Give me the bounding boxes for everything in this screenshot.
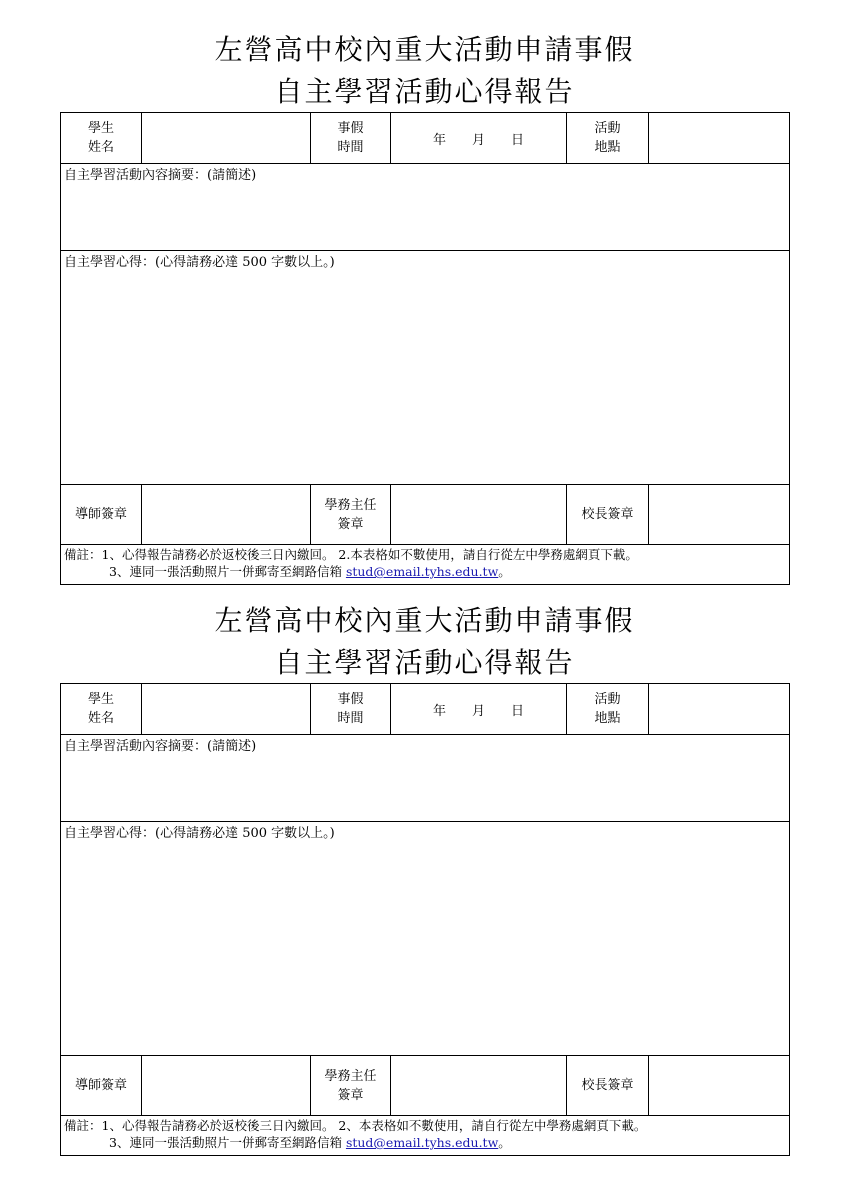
principal-signature-label: 校長簽章	[567, 1056, 649, 1116]
reflection-section[interactable]	[61, 251, 790, 485]
student-name-field[interactable]	[142, 113, 311, 164]
form-title-line1: 左營高中校內重大活動申請事假	[214, 604, 635, 637]
day-label: 日	[511, 132, 525, 148]
email-link[interactable]: stud@email.tyhs.edu.tw	[345, 1135, 499, 1150]
form-title-line2: 自主學習活動心得報告	[274, 75, 575, 108]
director-signature-field[interactable]	[391, 1056, 567, 1116]
activity-location-field[interactable]	[649, 113, 790, 164]
director-signature-label: 學務主任 簽章	[311, 1056, 391, 1116]
year-label: 年	[432, 132, 446, 148]
mentor-signature-label: 導師簽章	[61, 485, 142, 545]
email-link[interactable]: stud@email.tyhs.edu.tw	[345, 564, 499, 579]
principal-signature-label: 校長簽章	[567, 485, 649, 545]
activity-location-label: 活動 地點	[567, 113, 649, 164]
principal-signature-field[interactable]	[649, 1056, 790, 1116]
mentor-signature-label: 導師簽章	[61, 1056, 142, 1116]
remarks-section	[61, 545, 790, 585]
leave-time-label: 事假 時間	[311, 113, 391, 164]
student-name-field[interactable]	[142, 684, 311, 735]
activity-summary-section[interactable]	[61, 735, 790, 822]
remarks-line-1: 備註：1、心得報告請務必於返校後三日內繳回。 2.本表格如不數使用，請自行從左中學務處網頁下載。	[64, 547, 638, 562]
director-signature-field[interactable]	[391, 485, 567, 545]
remarks-line-1: 備註：1、心得報告請務必於返校後三日內繳回。 2、本表格如不數使用，請自行從左中學務處網頁下載。	[64, 1118, 647, 1133]
student-name-label: 學生 姓名	[61, 113, 142, 164]
principal-signature-field[interactable]	[649, 485, 790, 545]
activity-location-label: 活動 地點	[567, 684, 649, 735]
mentor-signature-field[interactable]	[142, 1056, 311, 1116]
student-name-label: 學生 姓名	[61, 684, 142, 735]
director-signature-label: 學務主任 簽章	[311, 485, 391, 545]
report-table	[60, 112, 790, 585]
activity-summary-section[interactable]	[61, 164, 790, 251]
mentor-signature-field[interactable]	[142, 485, 311, 545]
form-title-line2: 自主學習活動心得報告	[274, 646, 575, 679]
day-label: 日	[511, 703, 525, 719]
reflection-label: 自主學習心得：(心得請務必達 500 字數以上。)	[64, 826, 335, 841]
activity-summary-label: 自主學習活動內容摘要：(請簡述)	[64, 739, 257, 754]
reflection-section[interactable]	[61, 822, 790, 1056]
remarks-section	[61, 1116, 790, 1156]
remarks-line-2: 3、連同一張活動照片一併郵寄至網路信箱 stud@email.tyhs.edu.tw。	[109, 564, 511, 579]
month-label: 月	[471, 703, 485, 719]
month-label: 月	[471, 132, 485, 148]
activity-location-field[interactable]	[649, 684, 790, 735]
leave-date-field[interactable]	[391, 684, 567, 735]
leave-date-field[interactable]	[391, 113, 567, 164]
report-table	[60, 683, 790, 1156]
leave-time-label: 事假 時間	[311, 684, 391, 735]
remarks-line-2: 3、連同一張活動照片一併郵寄至網路信箱 stud@email.tyhs.edu.tw。	[109, 1135, 511, 1150]
year-label: 年	[432, 703, 446, 719]
activity-summary-label: 自主學習活動內容摘要：(請簡述)	[64, 168, 257, 183]
reflection-label: 自主學習心得：(心得請務必達 500 字數以上。)	[64, 255, 335, 270]
form-title-line1: 左營高中校內重大活動申請事假	[214, 33, 635, 66]
